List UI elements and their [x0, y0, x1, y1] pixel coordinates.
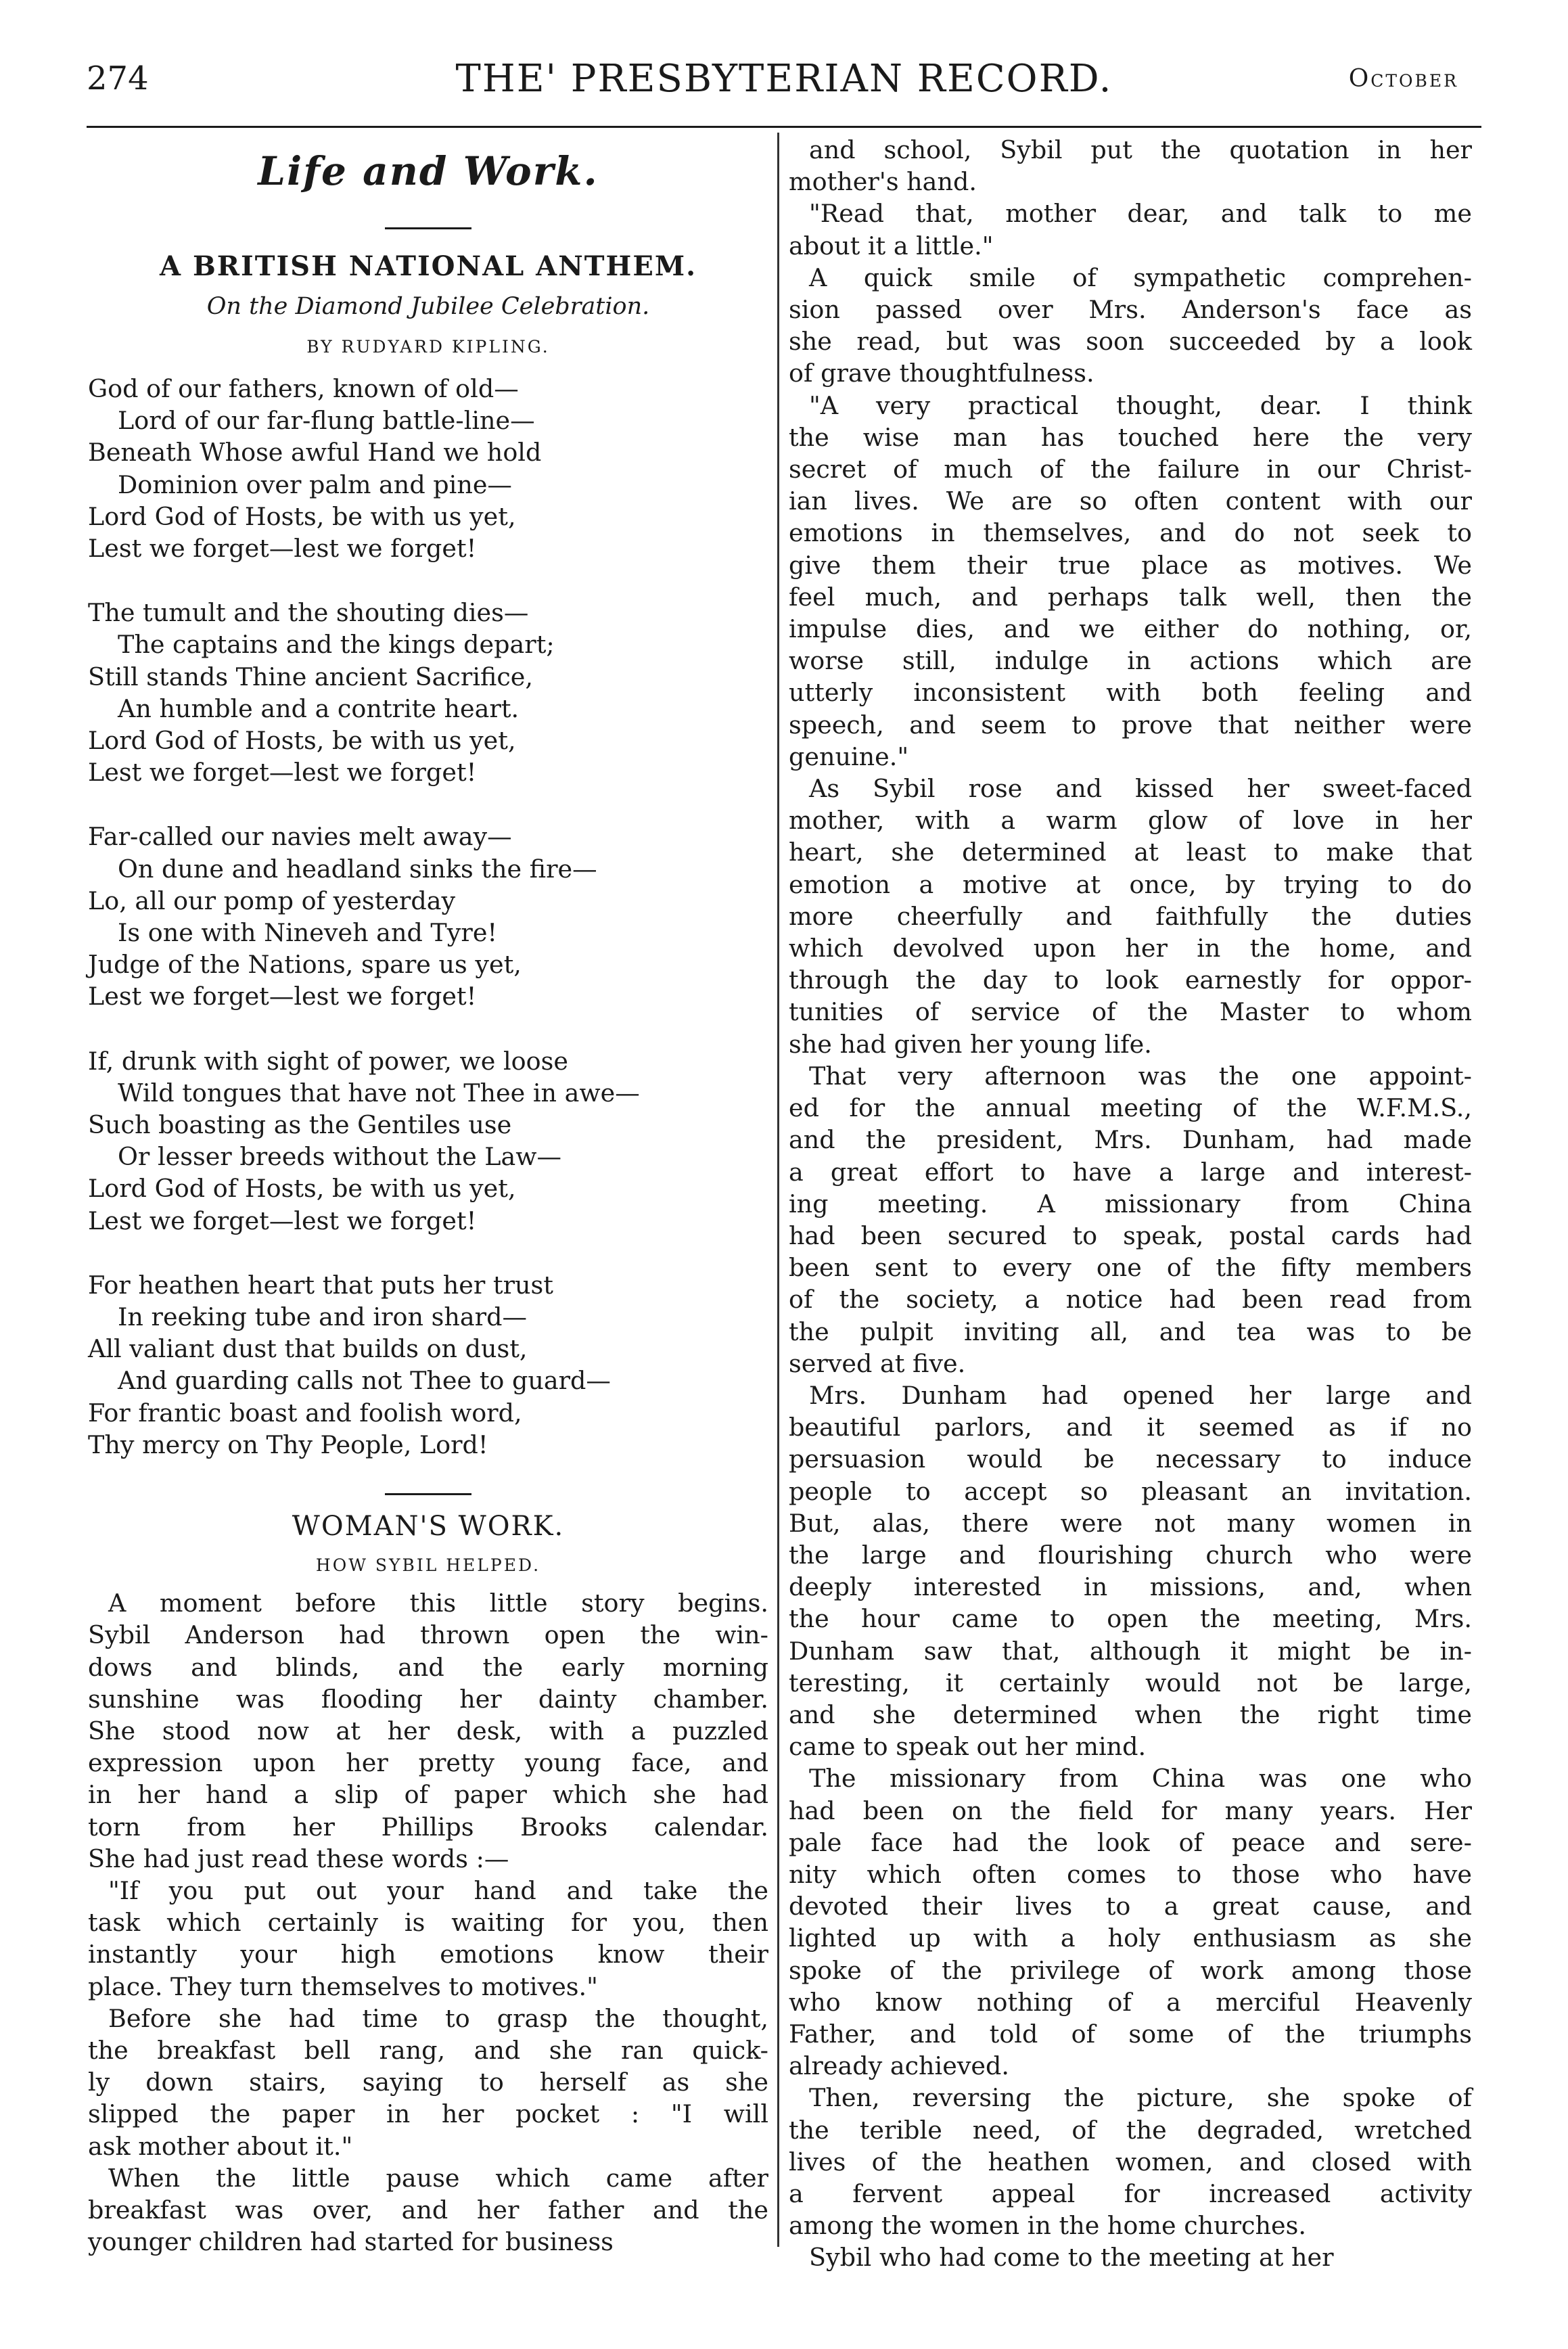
- text-line: A moment before this little story begins.: [108, 1589, 768, 1618]
- poem-line: Or lesser breeds without the Law—: [118, 1142, 562, 1172]
- text-line: younger children had started for business: [88, 2227, 614, 2257]
- poem-line: In reeking tube and iron shard—: [118, 1302, 527, 1332]
- text-line: pale face had the look of peace and sere-: [789, 1827, 1472, 1857]
- text-line: worse still, indulge in actions which are: [789, 646, 1472, 676]
- poem-line: Still stands Thine ancient Sacrifice,: [88, 662, 533, 691]
- text-line: lives of the heathen women, and closed with: [789, 2147, 1472, 2176]
- text-line: A quick smile of sympathetic comprehen-: [809, 263, 1472, 292]
- text-line: tunities of service of the Master to whom: [789, 997, 1472, 1027]
- poem-line: Lord God of Hosts, be with us yet,: [88, 1174, 516, 1204]
- text-line: sunshine was flooding her dainty chamber.: [88, 1684, 768, 1714]
- text-line: already achieved.: [789, 2051, 1010, 2081]
- text-line: through the day to look earnestly for oppor-: [789, 965, 1472, 995]
- text-line: Sybil Anderson had thrown open the win-: [88, 1620, 768, 1650]
- text-line: Before she had time to grasp the thought,: [108, 2003, 768, 2033]
- text-line: torn from her Phillips Brooks calendar.: [88, 1812, 768, 1842]
- text-line: ing meeting. A missionary from China: [789, 1189, 1472, 1218]
- poem-line: For heathen heart that puts her trust: [88, 1270, 553, 1300]
- text-line: heart, she determined at least to make that: [789, 838, 1472, 867]
- poem-line: Lest we forget—lest we forget!: [88, 1206, 477, 1235]
- text-line: sion passed over Mrs. Anderson's face as: [789, 295, 1472, 325]
- text-line: and school, Sybil put the quotation in her: [809, 135, 1472, 164]
- poem-line: On dune and headland sinks the fire—: [118, 854, 597, 884]
- poem-stanza: [88, 597, 768, 788]
- text-line: teresting, it certainly would not be large,: [789, 1668, 1472, 1697]
- poem-line: For frantic boast and foolish word,: [88, 1398, 522, 1428]
- text-line: ly down stairs, saying to herself as she: [88, 2068, 768, 2097]
- text-line: feel much, and perhaps talk well, then the: [789, 582, 1472, 612]
- text-line: "A very practical thought, dear. I think: [809, 390, 1472, 420]
- story-continued: [789, 134, 1472, 2274]
- text-line: the large and flourishing church who were: [789, 1540, 1472, 1570]
- anthem-byline: BY RUDYARD KIPLING.: [306, 337, 550, 357]
- text-line: had been on the field for many years. Her: [789, 1796, 1472, 1825]
- text-line: the pulpit inviting all, and tea was to be: [789, 1317, 1472, 1346]
- text-line: and the president, Mrs. Dunham, had made: [789, 1125, 1472, 1155]
- poem-stanza: [88, 1045, 768, 1237]
- right-column: [789, 134, 1472, 2274]
- text-line: deeply interested in missions, and, when: [789, 1572, 1472, 1602]
- text-line: place. They turn themselves to motives.": [88, 1971, 598, 2001]
- text-line: That very afternoon was the one appoint-: [809, 1061, 1472, 1091]
- text-line: served at five.: [789, 1348, 966, 1378]
- text-line: had been secured to speak, postal cards had: [789, 1221, 1472, 1250]
- poem-line: God of our fathers, known of old—: [88, 374, 519, 403]
- text-line: the wise man has touched here the very: [789, 422, 1472, 452]
- text-line: spoke of the privilege of work among those: [789, 1955, 1472, 1985]
- text-line: As Sybil rose and kissed her sweet-faced: [809, 774, 1472, 804]
- text-line: dows and blinds, and the early morning: [88, 1652, 768, 1682]
- text-line: mother, with a warm glow of love in her: [789, 806, 1472, 836]
- section-rule: [385, 1493, 471, 1495]
- text-line: persuasion would be necessary to induce: [789, 1444, 1472, 1474]
- text-line: speech, and seem to prove that neither were: [789, 710, 1472, 739]
- text-line: Then, reversing the picture, she spoke of: [809, 2083, 1472, 2113]
- section-heading: Life and Work.: [258, 148, 599, 194]
- poem-line: Lest we forget—lest we forget!: [88, 534, 477, 564]
- column-divider: [777, 133, 779, 2247]
- text-line: among the women in the home churches.: [789, 2211, 1306, 2241]
- text-line: a fervent appeal for increased activity: [789, 2179, 1472, 2208]
- text-line: expression upon her pretty young face, and: [88, 1748, 768, 1778]
- text-line: "Read that, mother dear, and talk to me: [809, 199, 1472, 229]
- text-line: Father, and told of some of the triumphs: [789, 2019, 1472, 2049]
- text-line: But, alas, there were not many women in: [789, 1508, 1472, 1538]
- text-line: instantly your high emotions know their: [88, 1940, 768, 1969]
- womans-work-story: [88, 1587, 768, 2258]
- text-line: more cheerfully and faithfully the duties: [789, 901, 1472, 931]
- poem-line: Dominion over palm and pine—: [118, 470, 512, 499]
- poem-line: Judge of the Nations, spare us yet,: [88, 950, 522, 980]
- text-line: the breakfast bell rang, and she ran quick-: [88, 2035, 768, 2065]
- text-line: secret of much of the failure in our Christ-: [789, 455, 1472, 484]
- page-header: [0, 57, 1568, 120]
- text-line: breakfast was over, and her father and the: [88, 2195, 768, 2225]
- text-line: which devolved upon her in the home, and: [789, 934, 1472, 963]
- text-line: beautiful parlors, and it seemed as if no: [789, 1413, 1472, 1442]
- poem-line: If, drunk with sight of power, we loose: [88, 1046, 568, 1076]
- text-line: in her hand a slip of paper which she had: [88, 1780, 768, 1810]
- poem-line: The captains and the kings depart;: [118, 630, 555, 660]
- poem-line: Thy mercy on Thy People, Lord!: [88, 1430, 488, 1459]
- text-line: nity which often comes to those who have: [789, 1859, 1472, 1889]
- text-line: the hour came to open the meeting, Mrs.: [789, 1604, 1472, 1634]
- anthem-title: A BRITISH NATIONAL ANTHEM.: [159, 250, 697, 282]
- text-line: She had just read these words :—: [88, 1844, 509, 1873]
- womans-work-title: WOMAN'S WORK.: [292, 1511, 565, 1543]
- text-line: of grave thoughtfulness.: [789, 359, 1094, 388]
- text-line: When the little pause which came after: [108, 2163, 768, 2193]
- anthem-poem: [88, 373, 768, 1461]
- poem-line: Beneath Whose awful Hand we hold: [88, 438, 542, 467]
- text-line: slipped the paper in her pocket : "I will: [88, 2099, 768, 2129]
- text-line: ian lives. We are so often content with our: [789, 486, 1472, 516]
- poem-line: Wild tongues that have not Thee in awe—: [118, 1078, 640, 1108]
- text-line: she read, but was soon succeeded by a look: [789, 327, 1472, 357]
- text-line: give them their true place as motives. We: [789, 550, 1472, 580]
- poem-line: Lord God of Hosts, be with us yet,: [88, 501, 516, 531]
- text-line: Sybil who had come to the meeting at her: [809, 2243, 1334, 2273]
- poem-line: The tumult and the shouting dies—: [88, 598, 529, 628]
- text-line: the terible need, of the degraded, wretched: [789, 2115, 1472, 2145]
- text-line: been sent to every one of the fifty members: [789, 1253, 1472, 1283]
- text-line: genuine.": [789, 742, 909, 771]
- poem-stanza: [88, 373, 768, 564]
- poem-line: Lord of our far-flung battle-line—: [118, 406, 535, 436]
- anthem-subtitle: On the Diamond Jubilee Celebration.: [206, 293, 650, 320]
- poem-stanza: [88, 1269, 768, 1461]
- poem-stanza: [88, 821, 768, 1012]
- text-line: emotion a motive at once, by trying to do: [789, 869, 1472, 899]
- text-line: of the society, a notice had been read from: [789, 1285, 1472, 1315]
- womans-work-byline: HOW SYBIL HELPED.: [315, 1555, 541, 1576]
- poem-line: Lest we forget—lest we forget!: [88, 758, 477, 788]
- heading-rule: [385, 227, 471, 229]
- text-line: emotions in themselves, and do not seek to: [789, 518, 1472, 548]
- text-line: The missionary from China was one who: [809, 1764, 1472, 1794]
- text-line: and she determined when the right time: [789, 1700, 1472, 1729]
- text-line: She stood now at her desk, with a puzzled: [88, 1716, 768, 1746]
- text-line: lighted up with a holy enthusiasm as she: [789, 1923, 1472, 1953]
- header-rule: [87, 126, 1481, 128]
- text-line: devoted their lives to a great cause, and: [789, 1892, 1472, 1921]
- text-line: ed for the annual meeting of the W.F.M.S.,: [789, 1093, 1472, 1123]
- poem-line: All valiant dust that builds on dust,: [88, 1334, 528, 1364]
- text-line: ask mother about it.": [88, 2131, 353, 2161]
- poem-line: Such boasting as the Gentiles use: [88, 1110, 512, 1140]
- text-line: came to speak out her mind.: [789, 1732, 1147, 1762]
- page-number: 274: [87, 60, 149, 97]
- text-line: Mrs. Dunham had opened her large and: [809, 1380, 1472, 1410]
- poem-line: Is one with Nineveh and Tyre!: [118, 918, 498, 948]
- text-line: impulse dies, and we either do nothing, or,: [789, 614, 1472, 644]
- poem-line: An humble and a contrite heart.: [118, 693, 520, 723]
- text-line: a great effort to have a large and interest-: [789, 1157, 1472, 1187]
- text-line: "If you put out your hand and take the: [108, 1875, 768, 1905]
- text-line: mother's hand.: [789, 167, 977, 197]
- issue-month: October: [1348, 65, 1458, 93]
- text-line: she had given her young life.: [789, 1029, 1152, 1059]
- poem-line: Far-called our navies melt away—: [88, 822, 512, 852]
- text-line: who know nothing of a merciful Heavenly: [789, 1987, 1472, 2017]
- poem-line: Lord God of Hosts, be with us yet,: [88, 726, 516, 756]
- left-column: [88, 134, 768, 2258]
- text-line: task which certainly is waiting for you, then: [88, 1908, 768, 1938]
- text-line: about it a little.": [789, 231, 994, 260]
- text-line: people to accept so pleasant an invitation.: [789, 1476, 1472, 1506]
- text-line: utterly inconsistent with both feeling and: [789, 678, 1472, 708]
- poem-line: Lo, all our pomp of yesterday: [88, 886, 456, 915]
- poem-line: Lest we forget—lest we forget!: [88, 982, 477, 1011]
- journal-title: THE' PRESBYTERIAN RECORD.: [455, 57, 1113, 101]
- poem-line: And guarding calls not Thee to guard—: [118, 1366, 611, 1396]
- text-line: Dunham saw that, although it might be in-: [789, 1636, 1472, 1666]
